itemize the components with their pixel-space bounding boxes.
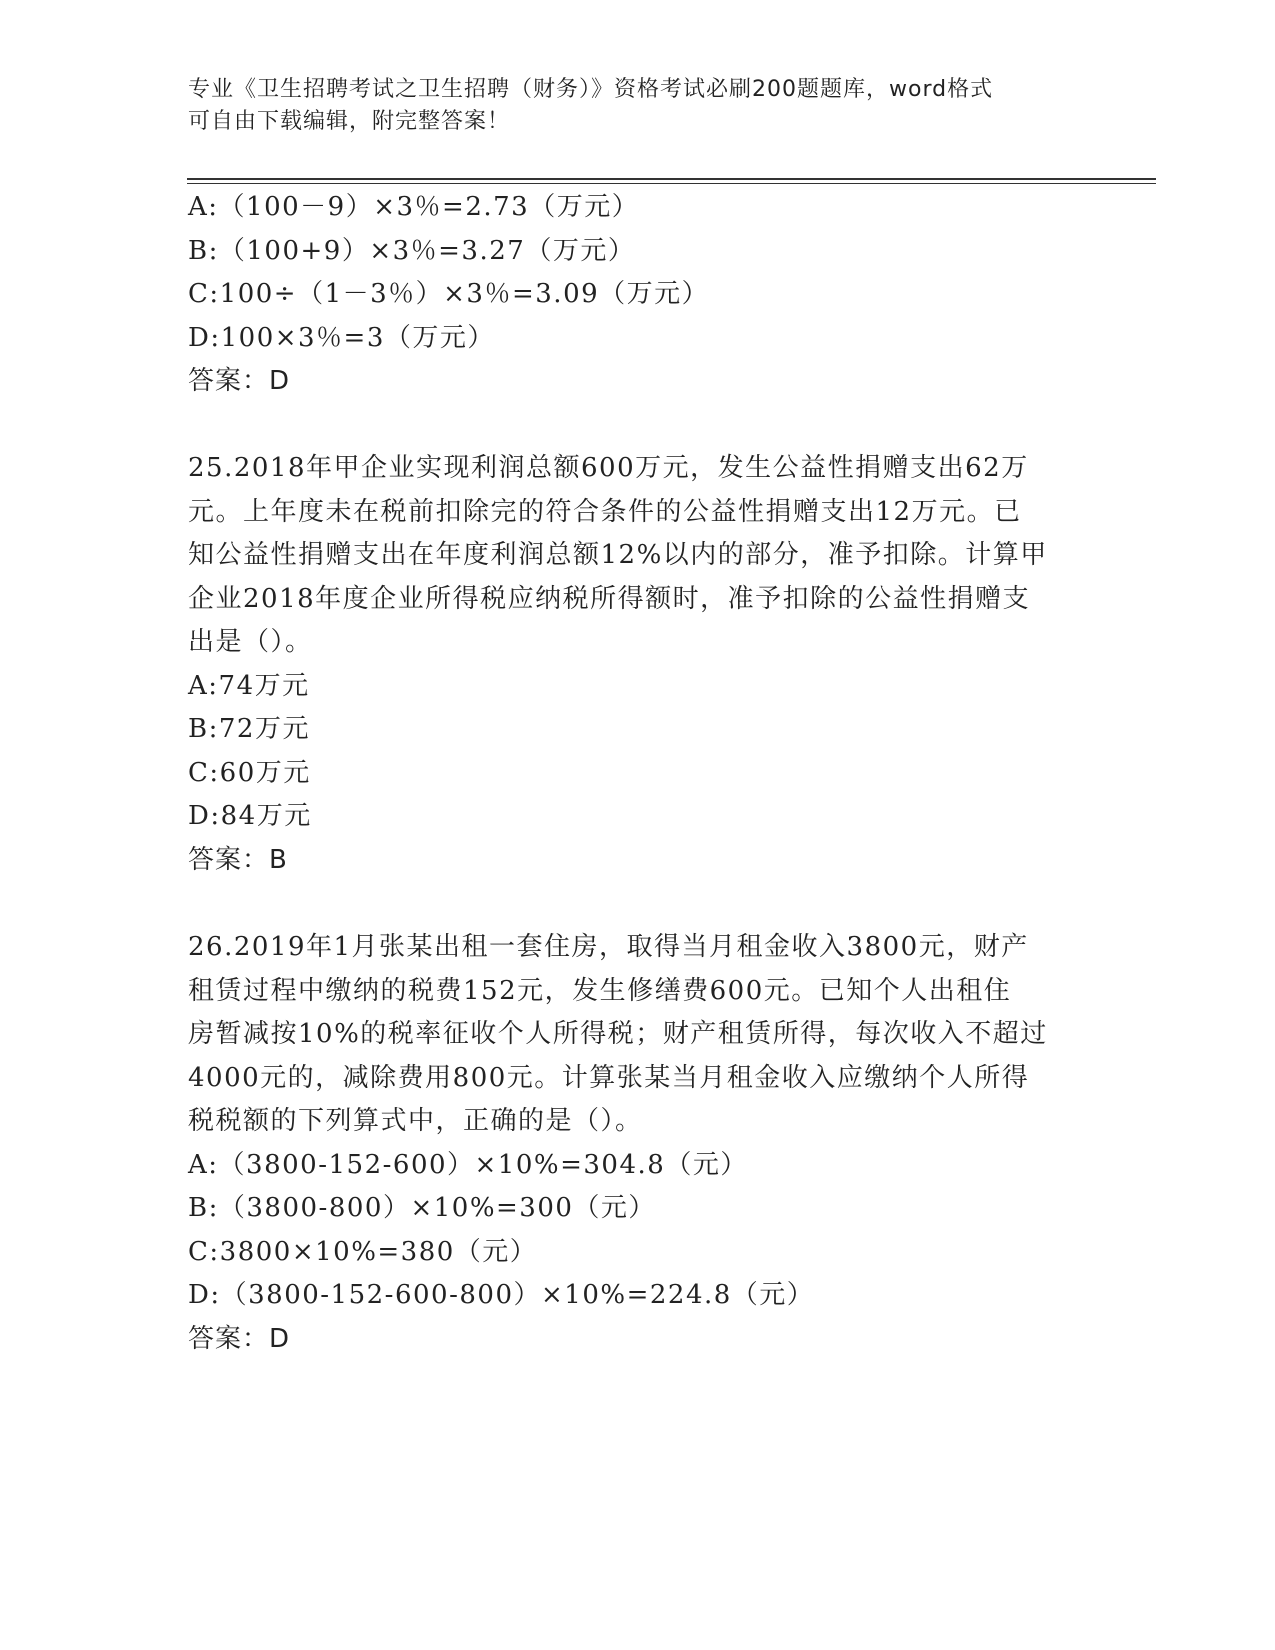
question-26-answer: 答案：D bbox=[188, 1324, 291, 1354]
header-divider-thin bbox=[187, 183, 1156, 184]
question-25-stem-line: 出是（）。 bbox=[188, 627, 313, 657]
question-26-option-d: D:（3800-152-600-800）×10%=224.8（元） bbox=[188, 1280, 815, 1310]
question-25-option-a: A:74万元 bbox=[188, 671, 310, 701]
answer: 答案：D bbox=[188, 366, 291, 396]
question-25-option-c: C:60万元 bbox=[188, 758, 311, 788]
option-c: C:100÷（1－3％）×3％=3.09（万元） bbox=[188, 279, 710, 309]
document-header bbox=[188, 74, 1088, 138]
question-26-stem-line: 26.2019年1月张某出租一套住房，取得当月租金收入3800元，财产 bbox=[188, 932, 1029, 962]
question-26-stem-line: 租赁过程中缴纳的税费152元，发生修缮费600元。已知个人出租住 bbox=[188, 976, 1012, 1006]
question-26-option-b: B:（3800-800）×10%=300（元） bbox=[188, 1193, 656, 1223]
question-25-stem-line: 25.2018年甲企业实现利润总额600万元，发生公益性捐赠支出62万 bbox=[188, 453, 1029, 483]
header-line-2: 可自由下载编辑，附完整答案！ bbox=[188, 109, 511, 134]
question-26-option-c: C:3800×10%=380（元） bbox=[188, 1237, 538, 1267]
question-26-stem-line: 4000元的，减除费用800元。计算张某当月租金收入应缴纳个人所得 bbox=[188, 1063, 1030, 1093]
question-25-stem-line: 企业2018年度企业所得税应纳税所得额时，准予扣除的公益性捐赠支 bbox=[188, 584, 1031, 614]
question-26-option-a: A:（3800-152-600）×10%=304.8（元） bbox=[188, 1150, 748, 1180]
question-26-stem-line: 房暂减按10%的税率征收个人所得税；财产租赁所得，每次收入不超过 bbox=[188, 1019, 1048, 1049]
option-b: B:（100+9）×3％=3.27（万元） bbox=[188, 236, 636, 266]
question-25-option-d: D:84万元 bbox=[188, 801, 312, 831]
question-25-stem-line: 元。上年度未在税前扣除完的符合条件的公益性捐赠支出12万元。已 bbox=[188, 497, 1022, 527]
header-divider-thick bbox=[187, 178, 1156, 180]
question-25-stem-line: 知公益性捐赠支出在年度利润总额12%以内的部分，准予扣除。计算甲 bbox=[188, 540, 1048, 570]
header-line-1: 专业《卫生招聘考试之卫生招聘（财务）》资格考试必刷200题题库，word格式 bbox=[188, 77, 994, 102]
question-25-answer: 答案：B bbox=[188, 845, 288, 875]
option-d: D:100×3％=3（万元） bbox=[188, 323, 495, 353]
option-a: A:（100－9）×3％=2.73（万元） bbox=[188, 192, 640, 222]
question-26-stem-line: 税税额的下列算式中，正确的是（）。 bbox=[188, 1106, 643, 1136]
question-25-option-b: B:72万元 bbox=[188, 714, 310, 744]
